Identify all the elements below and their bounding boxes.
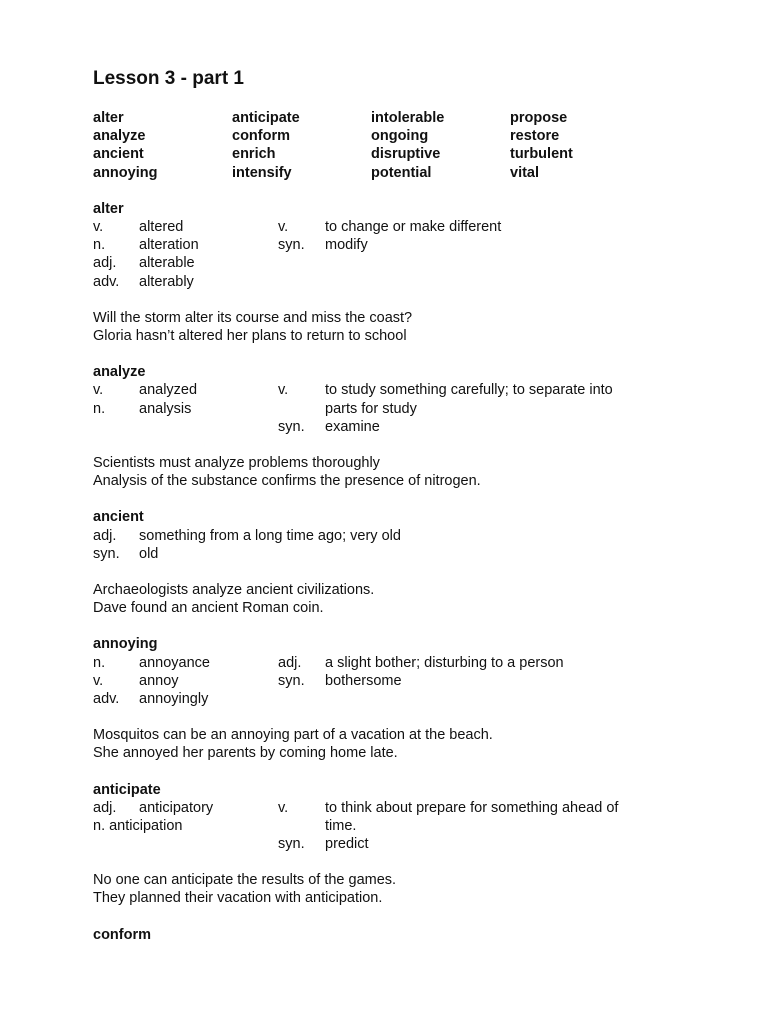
vocabulary-entries [93,200,693,944]
document-page [93,66,693,944]
entry-headword: ancient [93,509,144,526]
entry-headword: alter [93,200,124,217]
definition-text: to think about prepare for something ahead of [325,799,619,816]
entry-row [93,254,693,272]
vocabulary-word: anticipate [232,110,300,126]
word-form: alteration [139,237,199,254]
entry-row [93,527,693,545]
word-form-pos: n. anticipation [93,817,183,834]
word-form-pos: adj. [93,527,117,544]
word-form-pos: adv. [93,690,120,707]
vocabulary-word: potential [371,164,432,181]
word-form-pos: v. [93,672,104,689]
definition-text: time. [325,817,357,834]
entry-headword: annoying [93,636,158,653]
example-sentence: She annoyed her parents by coming home late. [93,745,398,762]
definition-text: modify [325,237,368,254]
vocabulary-word: conform [232,128,290,145]
word-form-pos: n. [93,654,106,671]
word-form: something from a long time ago; very old [139,527,401,544]
vocabulary-word: alter [93,110,124,126]
definition-text: examine [325,418,380,435]
word-form-pos: v. [93,219,104,236]
entry-headword: anticipate [93,781,161,798]
page-title: Lesson 3 - part 1 [93,68,244,89]
word-form: annoyingly [139,690,209,707]
entry-row [93,690,693,708]
definition-text: bothersome [325,672,402,689]
word-form: alterably [139,273,194,290]
vocabulary-word: propose [510,110,568,126]
definition-text: to study something carefully; to separate into [325,382,613,399]
entry-headword: analyze [93,364,146,381]
definition-text: to change or make different [325,219,502,236]
word-form-pos: adv. [93,273,120,290]
entry-row [93,400,693,418]
definition-pos: syn. [278,836,305,853]
definition-pos: syn. [278,237,305,254]
vocabulary-word: analyze [93,128,146,145]
vocabulary-word: ongoing [371,128,429,145]
word-form-pos: v. [93,382,104,399]
word-form: analyzed [139,382,198,399]
vocabulary-entry [93,926,693,944]
entry-row [93,381,693,399]
vocabulary-word: enrich [232,146,276,163]
vocabulary-word: turbulent [510,146,573,163]
example-sentences [93,871,693,907]
word-form-pos: adj. [93,799,117,816]
entry-row [93,218,693,236]
entry-row [93,799,693,817]
entry-row [93,817,693,835]
entry-row [93,545,693,563]
example-sentence: Archaeologists analyze ancient civilizations. [93,581,375,598]
entry-row [93,672,693,690]
example-sentence: No one can anticipate the results of the games. [93,872,397,889]
example-sentence: Will the storm alter its course and miss the coast? [93,309,413,326]
definition-pos: syn. [278,418,305,435]
example-sentence: Scientists must analyze problems thoroughly [93,454,380,471]
definition-pos: v. [278,382,289,399]
vocabulary-word: restore [510,128,560,145]
word-form-pos: n. [93,237,106,254]
word-form-pos: n. [93,400,106,417]
entry-headword: conform [93,926,151,943]
vocabulary-word: vital [510,164,540,181]
vocabulary-word-grid [93,109,693,182]
word-form: analysis [139,400,192,417]
definition-pos: v. [278,219,289,236]
vocabulary-word: ancient [93,146,144,163]
definition-text: parts for study [325,400,417,417]
example-sentence: Dave found an ancient Roman coin. [93,600,324,617]
word-form: annoy [139,672,179,689]
example-sentence: They planned their vacation with anticipation. [93,890,383,907]
vocabulary-entry [93,508,693,617]
word-form-pos: syn. [93,545,120,562]
entry-row [93,273,693,291]
example-sentence: Analysis of the substance confirms the presence of nitrogen. [93,473,481,490]
entry-row [93,236,693,254]
vocabulary-word: intolerable [371,110,445,126]
word-form: annoyance [139,654,210,671]
vocabulary-entry [93,200,693,345]
example-sentences [93,581,693,617]
example-sentences [93,454,693,490]
vocabulary-word: annoying [93,164,158,181]
definition-pos: syn. [278,672,305,689]
definition-text: predict [325,836,369,853]
vocabulary-word: intensify [232,164,292,181]
vocabulary-entry [93,363,693,490]
example-sentence: Mosquitos can be an annoying part of a vacation at the beach. [93,727,493,744]
word-form: alterable [139,255,195,272]
entry-row [93,418,693,436]
vocabulary-word: disruptive [371,146,441,163]
vocabulary-entry [93,781,693,908]
word-form: old [139,545,159,562]
definition-pos: v. [278,799,289,816]
word-form: anticipatory [139,799,214,816]
entry-row [93,654,693,672]
entry-row [93,835,693,853]
word-form: altered [139,219,184,236]
definition-pos: adj. [278,654,302,671]
word-form-pos: adj. [93,255,117,272]
vocabulary-entry [93,635,693,762]
example-sentences [93,309,693,345]
example-sentences [93,726,693,762]
definition-text: a slight bother; disturbing to a person [325,654,564,671]
example-sentence: Gloria hasn’t altered her plans to return to school [93,327,407,344]
